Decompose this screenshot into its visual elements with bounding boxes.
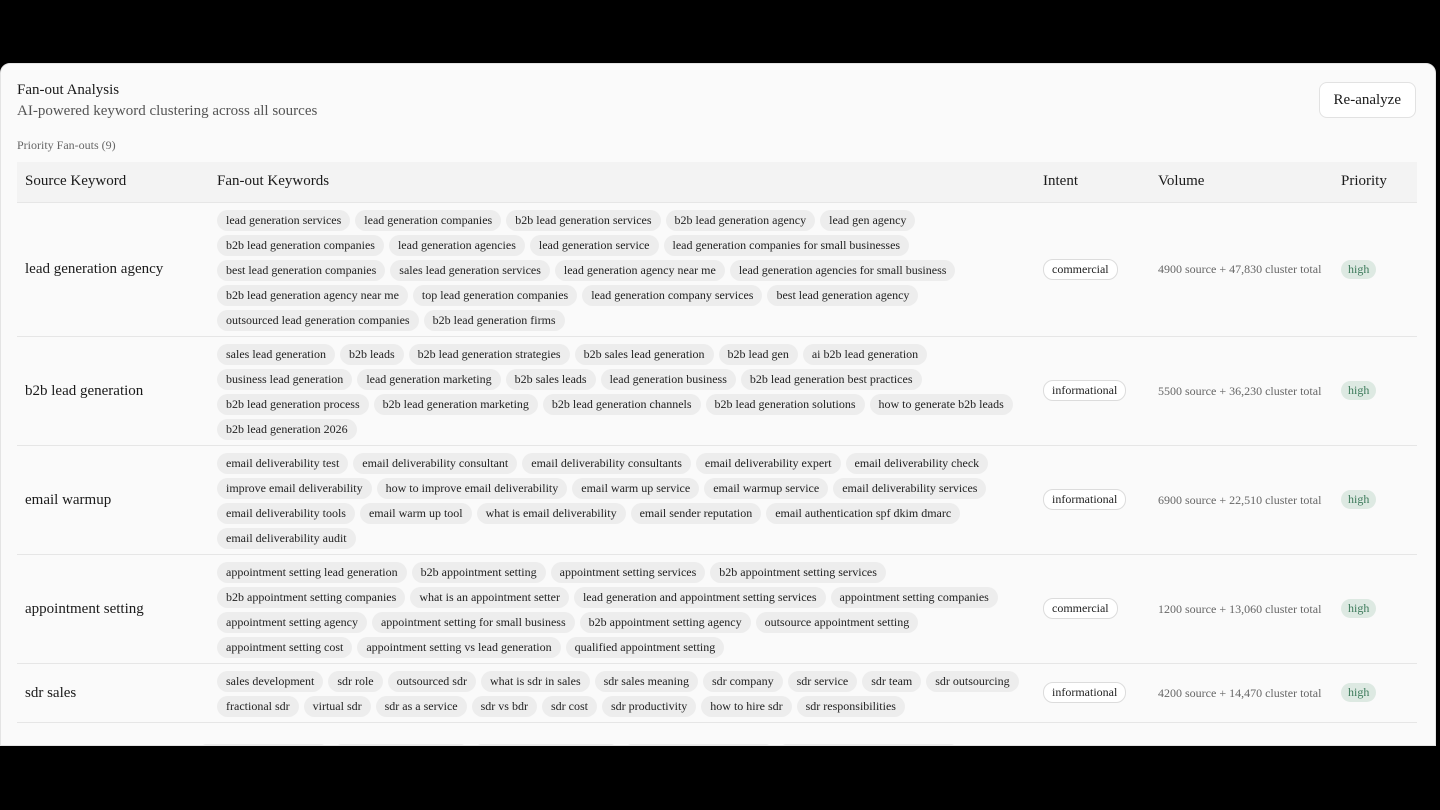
- keyword-chip[interactable]: b2b lead generation process: [217, 394, 369, 415]
- keyword-chip[interactable]: lead generation service: [530, 235, 659, 256]
- keyword-chip[interactable]: appointment setting companies: [831, 587, 998, 608]
- intent-cell: [1035, 202, 1150, 336]
- source-cell: [17, 445, 209, 554]
- panel-header: [17, 81, 317, 120]
- source-keyword: email warmup: [25, 491, 112, 508]
- keyword-chip[interactable]: sales lead generation: [217, 344, 335, 365]
- keyword-chip[interactable]: b2b appointment setting services: [710, 562, 886, 583]
- keyword-chip[interactable]: lead generation companies for small businesses: [664, 235, 910, 256]
- source-keyword: sdr sales: [25, 684, 77, 701]
- keyword-chip[interactable]: b2b appointment setting: [412, 562, 546, 583]
- volume-value: 4200 source + 14,470 cluster total: [1158, 685, 1322, 700]
- intent-cell: [1035, 554, 1150, 663]
- keyword-chip[interactable]: email warm up tool: [360, 503, 472, 524]
- keyword-chip[interactable]: how to generate b2b leads: [870, 394, 1013, 415]
- keyword-chip[interactable]: b2b lead generation companies: [217, 235, 384, 256]
- keyword-chip[interactable]: lead generation services: [217, 210, 350, 231]
- table-row[interactable]: [17, 663, 1417, 722]
- keyword-chip[interactable]: email authentication spf dkim dmarc: [766, 503, 960, 524]
- keyword-chips: [217, 210, 1027, 331]
- keyword-chip[interactable]: lead generation company services: [582, 285, 762, 306]
- intent-cell: [1035, 445, 1150, 554]
- keyword-chip[interactable]: appointment setting cost: [217, 637, 352, 658]
- column-header-source[interactable]: Source Keyword: [17, 162, 209, 202]
- column-header-fanout[interactable]: Fan-out Keywords: [209, 162, 1035, 202]
- intent-cell: [1035, 336, 1150, 445]
- priority-cell: [1333, 445, 1417, 554]
- source-cell: [17, 554, 209, 663]
- keyword-chip[interactable]: b2b lead generation marketing: [374, 394, 538, 415]
- source-cell: [17, 202, 209, 336]
- keyword-chip[interactable]: lead generation agency near me: [555, 260, 725, 281]
- priority-badge: high: [1341, 381, 1376, 400]
- table-row[interactable]: [17, 336, 1417, 445]
- section-label: Priority Fan-outs (9): [17, 138, 116, 152]
- priority-cell: [1333, 554, 1417, 663]
- keyword-chips: [217, 453, 1027, 549]
- keyword-chip[interactable]: b2b lead generation best practices: [741, 369, 922, 390]
- keyword-chip[interactable]: outsourced lead generation companies: [217, 310, 419, 331]
- keyword-chip[interactable]: sales lead generation services: [390, 260, 550, 281]
- page-subtitle: AI-powered keyword clustering across all sources: [17, 103, 318, 119]
- fanout-cell: [209, 445, 1035, 554]
- keyword-chip[interactable]: b2b lead generation services: [506, 210, 660, 231]
- keyword-chip[interactable]: appointment setting for small business: [372, 612, 575, 633]
- keyword-chip[interactable]: b2b lead generation strategies: [409, 344, 570, 365]
- keyword-chip[interactable]: b2b lead generation 2026: [217, 419, 357, 440]
- next-row-partial: [201, 744, 956, 746]
- fanout-cell: [209, 663, 1035, 722]
- intent-badge: informational: [1043, 380, 1126, 401]
- keyword-chip[interactable]: virtual sdr: [304, 696, 371, 717]
- keyword-chip[interactable]: email warmup service: [704, 478, 828, 499]
- keyword-chip[interactable]: sdr service: [788, 671, 858, 692]
- keyword-chips: [217, 671, 1027, 717]
- table-body: [17, 202, 1417, 722]
- keyword-chip[interactable]: email deliverability check: [846, 453, 989, 474]
- keyword-chip[interactable]: email deliverability expert: [696, 453, 841, 474]
- keyword-chip[interactable]: sdr company: [703, 671, 783, 692]
- priority-badge: high: [1341, 260, 1376, 279]
- keyword-chips: [217, 344, 1027, 440]
- keyword-chip[interactable]: b2b lead generation agency near me: [217, 285, 408, 306]
- intent-cell: [1035, 663, 1150, 722]
- column-header-volume[interactable]: Volume: [1150, 162, 1333, 202]
- priority-badge: high: [1341, 599, 1376, 618]
- keyword-chip[interactable]: what is an appointment setter: [410, 587, 569, 608]
- source-cell: [17, 663, 209, 722]
- keyword-chip[interactable]: appointment setting agency: [217, 612, 367, 633]
- table-row[interactable]: [17, 445, 1417, 554]
- source-keyword: b2b lead generation: [25, 382, 144, 399]
- keyword-chip[interactable]: best lead generation agency: [767, 285, 918, 306]
- volume-value: 5500 source + 36,230 cluster total: [1158, 383, 1322, 398]
- keyword-chip[interactable]: lead generation agencies for small business: [730, 260, 956, 281]
- keyword-chip[interactable]: email sender reputation: [631, 503, 762, 524]
- keyword-chip[interactable]: email deliverability consultants: [522, 453, 691, 474]
- keyword-chip[interactable]: improve email deliverability: [217, 478, 372, 499]
- keyword-chip[interactable]: best lead generation companies: [217, 260, 385, 281]
- keyword-chip[interactable]: b2b leads: [340, 344, 404, 365]
- volume-cell: [1150, 663, 1333, 722]
- keyword-chip[interactable]: appointment setting lead generation: [217, 562, 407, 583]
- keyword-chip[interactable]: b2b lead generation solutions: [706, 394, 865, 415]
- keyword-chip[interactable]: outsourced sdr: [388, 671, 476, 692]
- keyword-chip[interactable]: b2b lead generation agency: [666, 210, 816, 231]
- keyword-chip[interactable]: business lead generation: [217, 369, 352, 390]
- keyword-chip[interactable]: b2b lead generation firms: [424, 310, 565, 331]
- keyword-chip[interactable]: email deliverability tools: [217, 503, 355, 524]
- fanout-table: [17, 162, 1417, 723]
- fanout-cell: [209, 336, 1035, 445]
- priority-cell: [1333, 663, 1417, 722]
- reanalyze-button[interactable]: Re-analyze: [1319, 82, 1416, 118]
- keyword-chip[interactable]: sdr role: [328, 671, 382, 692]
- keyword-chip[interactable]: sdr as a service: [376, 696, 467, 717]
- keyword-chip[interactable]: what is sdr in sales: [481, 671, 590, 692]
- keyword-chip[interactable]: lead generation and appointment setting services: [574, 587, 826, 608]
- priority-cell: [1333, 202, 1417, 336]
- keyword-chip[interactable]: appointment setting services: [551, 562, 706, 583]
- keyword-chip[interactable]: b2b lead gen: [719, 344, 798, 365]
- intent-badge: informational: [1043, 489, 1126, 510]
- keyword-chip[interactable]: outsource appointment setting: [756, 612, 919, 633]
- source-keyword: lead generation agency: [25, 261, 164, 277]
- keyword-chip[interactable]: email deliverability services: [833, 478, 986, 499]
- keyword-chip[interactable]: sdr cost: [542, 696, 597, 717]
- keyword-chip[interactable]: b2b appointment setting companies: [217, 587, 405, 608]
- keyword-chip[interactable]: appointment setting vs lead generation: [357, 637, 560, 658]
- keyword-chip[interactable]: lead generation business: [601, 369, 736, 390]
- source-cell: [17, 336, 209, 445]
- keyword-chip[interactable]: sdr vs bdr: [472, 696, 537, 717]
- keyword-chip[interactable]: b2b sales lead generation: [575, 344, 714, 365]
- keyword-chip[interactable]: sdr team: [862, 671, 921, 692]
- keyword-chip[interactable]: sdr sales meaning: [595, 671, 698, 692]
- intent-badge: commercial: [1043, 598, 1118, 619]
- keyword-chip[interactable]: qualified appointment setting: [566, 637, 725, 658]
- keyword-chip[interactable]: lead gen agency: [820, 210, 915, 231]
- volume-cell: [1150, 445, 1333, 554]
- keyword-chip[interactable]: sdr responsibilities: [797, 696, 905, 717]
- keyword-chip[interactable]: lead generation marketing: [357, 369, 500, 390]
- keyword-chip[interactable]: how to improve email deliverability: [377, 478, 568, 499]
- keyword-chip[interactable]: email deliverability consultant: [353, 453, 517, 474]
- keyword-chip[interactable]: top lead generation companies: [413, 285, 577, 306]
- keyword-chip[interactable]: b2b sales leads: [506, 369, 596, 390]
- keyword-chip[interactable]: b2b appointment setting agency: [580, 612, 751, 633]
- table-row[interactable]: [17, 202, 1417, 336]
- page-title: Fan-out Analysis: [17, 82, 120, 98]
- column-header-intent[interactable]: Intent: [1035, 162, 1150, 202]
- priority-cell: [1333, 336, 1417, 445]
- source-keyword: appointment setting: [25, 600, 144, 617]
- intent-badge: informational: [1043, 682, 1126, 703]
- fanout-panel: [0, 63, 1436, 746]
- keyword-chip[interactable]: b2b lead generation channels: [543, 394, 701, 415]
- volume-cell: [1150, 336, 1333, 445]
- keyword-chip[interactable]: fractional sdr: [217, 696, 299, 717]
- volume-cell: [1150, 554, 1333, 663]
- keyword-chip[interactable]: what is email deliverability: [477, 503, 626, 524]
- keyword-chips: [217, 562, 1027, 658]
- volume-value: 6900 source + 22,510 cluster total: [1158, 492, 1322, 507]
- keyword-chip[interactable]: sdr outsourcing: [926, 671, 1018, 692]
- keyword-chip[interactable]: email warm up service: [572, 478, 699, 499]
- intent-badge: commercial: [1043, 259, 1118, 280]
- fanout-cell: [209, 202, 1035, 336]
- volume-cell: [1150, 202, 1333, 336]
- priority-badge: high: [1341, 683, 1376, 702]
- keyword-chip[interactable]: lead generation companies: [355, 210, 501, 231]
- keyword-chip[interactable]: ai b2b lead generation: [803, 344, 927, 365]
- table-row[interactable]: [17, 554, 1417, 663]
- table-header-row: [17, 162, 1417, 202]
- column-header-priority[interactable]: Priority: [1333, 162, 1417, 202]
- keyword-chip[interactable]: email deliverability test: [217, 453, 348, 474]
- keyword-chip[interactable]: lead generation agencies: [389, 235, 525, 256]
- keyword-chip[interactable]: sales development: [217, 671, 323, 692]
- priority-badge: high: [1341, 490, 1376, 509]
- keyword-chip[interactable]: email deliverability audit: [217, 528, 356, 549]
- volume-value: 4900 source + 47,830 cluster total: [1158, 262, 1322, 276]
- keyword-chip[interactable]: how to hire sdr: [701, 696, 791, 717]
- volume-value: 1200 source + 13,060 cluster total: [1158, 601, 1322, 616]
- keyword-chip[interactable]: sdr productivity: [602, 696, 696, 717]
- fanout-cell: [209, 554, 1035, 663]
